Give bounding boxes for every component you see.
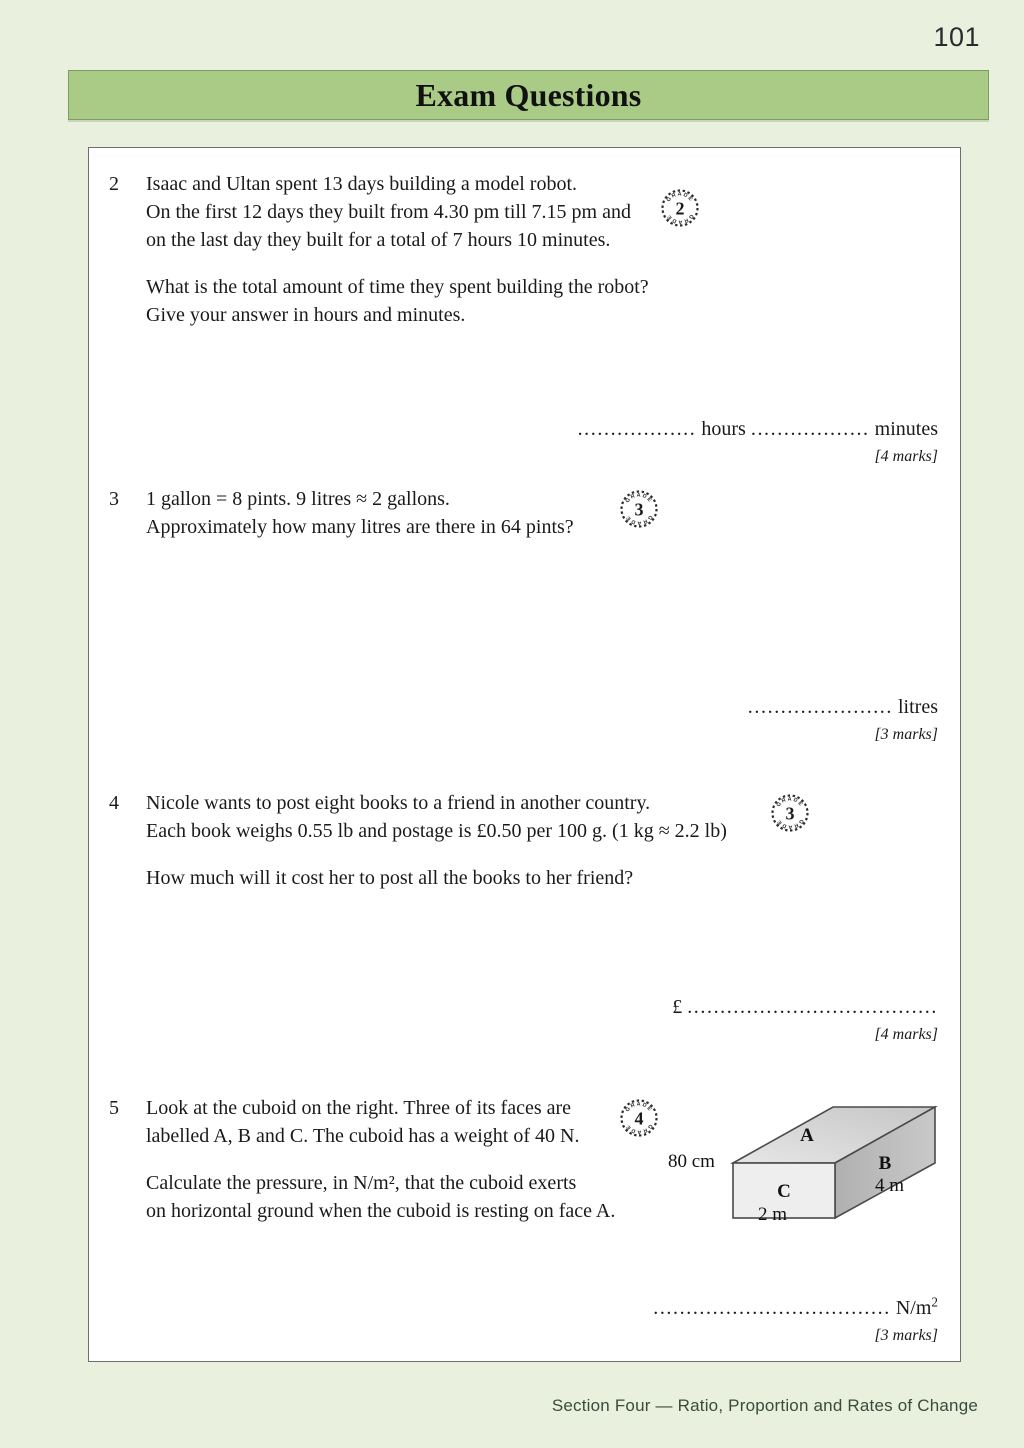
question-2-line-3: on the last day they built for a total of 7 hours 10 minutes. bbox=[146, 229, 611, 251]
grade-badge-question-4 bbox=[768, 791, 812, 835]
answer-dots-1: ...................... bbox=[747, 696, 893, 718]
answer-unit-1: hours bbox=[701, 418, 746, 440]
question-2-text bbox=[146, 170, 649, 329]
cuboid-dimension-height: 80 cm bbox=[668, 1151, 715, 1172]
grade-badge-question-3 bbox=[617, 487, 661, 531]
cuboid-diagram bbox=[655, 1085, 955, 1245]
cuboid-label-c: C bbox=[777, 1181, 791, 1202]
footer-section-label: Section Four — Ratio, Proportion and Rates of Change bbox=[551, 1396, 978, 1415]
page-title: Exam Questions bbox=[415, 76, 642, 113]
answer-dots-1: .................. bbox=[577, 418, 697, 440]
grade-badge-arc-label-top: GRADE bbox=[665, 191, 695, 204]
answer-dots-1: .................................... bbox=[653, 1297, 891, 1319]
grade-badge-number: 4 bbox=[634, 1108, 644, 1129]
question-3-line-2: Approximately how many litres are there in 64 pints? bbox=[146, 516, 574, 538]
grade-badge-arc-label-bottom: GRADE bbox=[775, 817, 805, 830]
cuboid-label-a: A bbox=[800, 1125, 814, 1146]
exam-questions-banner bbox=[68, 70, 989, 120]
question-2-marks: [4 marks] bbox=[874, 448, 938, 465]
question-5-line-4: on horizontal ground when the cuboid is resting on face A. bbox=[146, 1200, 616, 1222]
question-3-text bbox=[146, 485, 574, 541]
answer-dots-1: ...................................... bbox=[687, 996, 938, 1018]
question-5-text bbox=[146, 1094, 615, 1225]
grade-badge-arc-label-bottom: GRADE bbox=[665, 212, 695, 225]
cuboid-label-b: B bbox=[878, 1153, 892, 1174]
question-4-text bbox=[146, 789, 727, 892]
question-5-marks: [3 marks] bbox=[874, 1327, 938, 1344]
grade-badge-number: 3 bbox=[634, 499, 644, 520]
question-3-number: 3 bbox=[109, 488, 119, 510]
answer-unit-1: litres bbox=[898, 696, 938, 718]
question-4-line-3: How much will it cost her to post all the books to her friend? bbox=[146, 867, 634, 889]
grade-badge-arc-label-top: GRADE bbox=[775, 796, 805, 809]
answer-unit-superscript: 2 bbox=[931, 1294, 938, 1310]
question-3-line-1: 1 gallon = 8 pints. 9 litres ≈ 2 gallons. bbox=[146, 488, 450, 510]
grade-badge-arc-label-bottom: GRADE bbox=[624, 1122, 654, 1135]
answer-unit-1: $N/m^2$ bbox=[895, 1294, 938, 1319]
answer-unit-2: minutes bbox=[874, 418, 938, 440]
grade-badge-number: 3 bbox=[785, 803, 795, 824]
question-2-line-1: Isaac and Ultan spent 13 days building a model robot. bbox=[146, 173, 578, 195]
cuboid-dimension-width: 2 m bbox=[758, 1204, 788, 1225]
grade-badge-number: 2 bbox=[675, 198, 685, 219]
question-4-answer-line bbox=[672, 994, 938, 1048]
grade-badge-arc-label-bottom: GRADE bbox=[624, 513, 654, 526]
question-2-line-2: On the first 12 days they built from 4.30 pm till 7.15 pm and bbox=[146, 201, 631, 223]
question-5-line-3: Calculate the pressure, in N/m², that the cuboid exerts bbox=[146, 1172, 577, 1194]
question-2-line-5: Give your answer in hours and minutes. bbox=[146, 304, 466, 326]
grade-badge-arc-label-top: GRADE bbox=[624, 492, 654, 505]
question-2-number: 2 bbox=[109, 173, 119, 195]
question-4-line-2: Each book weighs 0.55 lb and postage is £0.50 per 100 g. (1 kg ≈ 2.2 lb) bbox=[146, 820, 727, 842]
question-5-number: 5 bbox=[109, 1097, 119, 1119]
answer-currency-prefix: £ bbox=[672, 996, 683, 1018]
grade-badge-arc-label-top: GRADE bbox=[624, 1101, 654, 1114]
cuboid-dimension-depth: 4 m bbox=[875, 1175, 905, 1196]
question-5-answer-line bbox=[653, 1295, 938, 1349]
question-5-line-2: labelled A, B and C. The cuboid has a weight of 40 N. bbox=[146, 1125, 580, 1147]
question-3-answer-line bbox=[748, 694, 938, 748]
answer-dots-2: .................. bbox=[750, 418, 870, 440]
page-number: 101 bbox=[933, 22, 980, 52]
grade-badge-question-2 bbox=[658, 186, 702, 230]
question-4-line-1: Nicole wants to post eight books to a friend in another country. bbox=[146, 792, 651, 814]
question-2-line-4: What is the total amount of time they spent building the robot? bbox=[146, 276, 649, 298]
question-4-marks: [4 marks] bbox=[874, 1026, 938, 1043]
question-2-answer-line bbox=[578, 416, 938, 470]
question-5-line-1: Look at the cuboid on the right. Three of its faces are bbox=[146, 1097, 572, 1119]
question-4-number: 4 bbox=[109, 792, 119, 814]
question-3-marks: [3 marks] bbox=[874, 726, 938, 743]
